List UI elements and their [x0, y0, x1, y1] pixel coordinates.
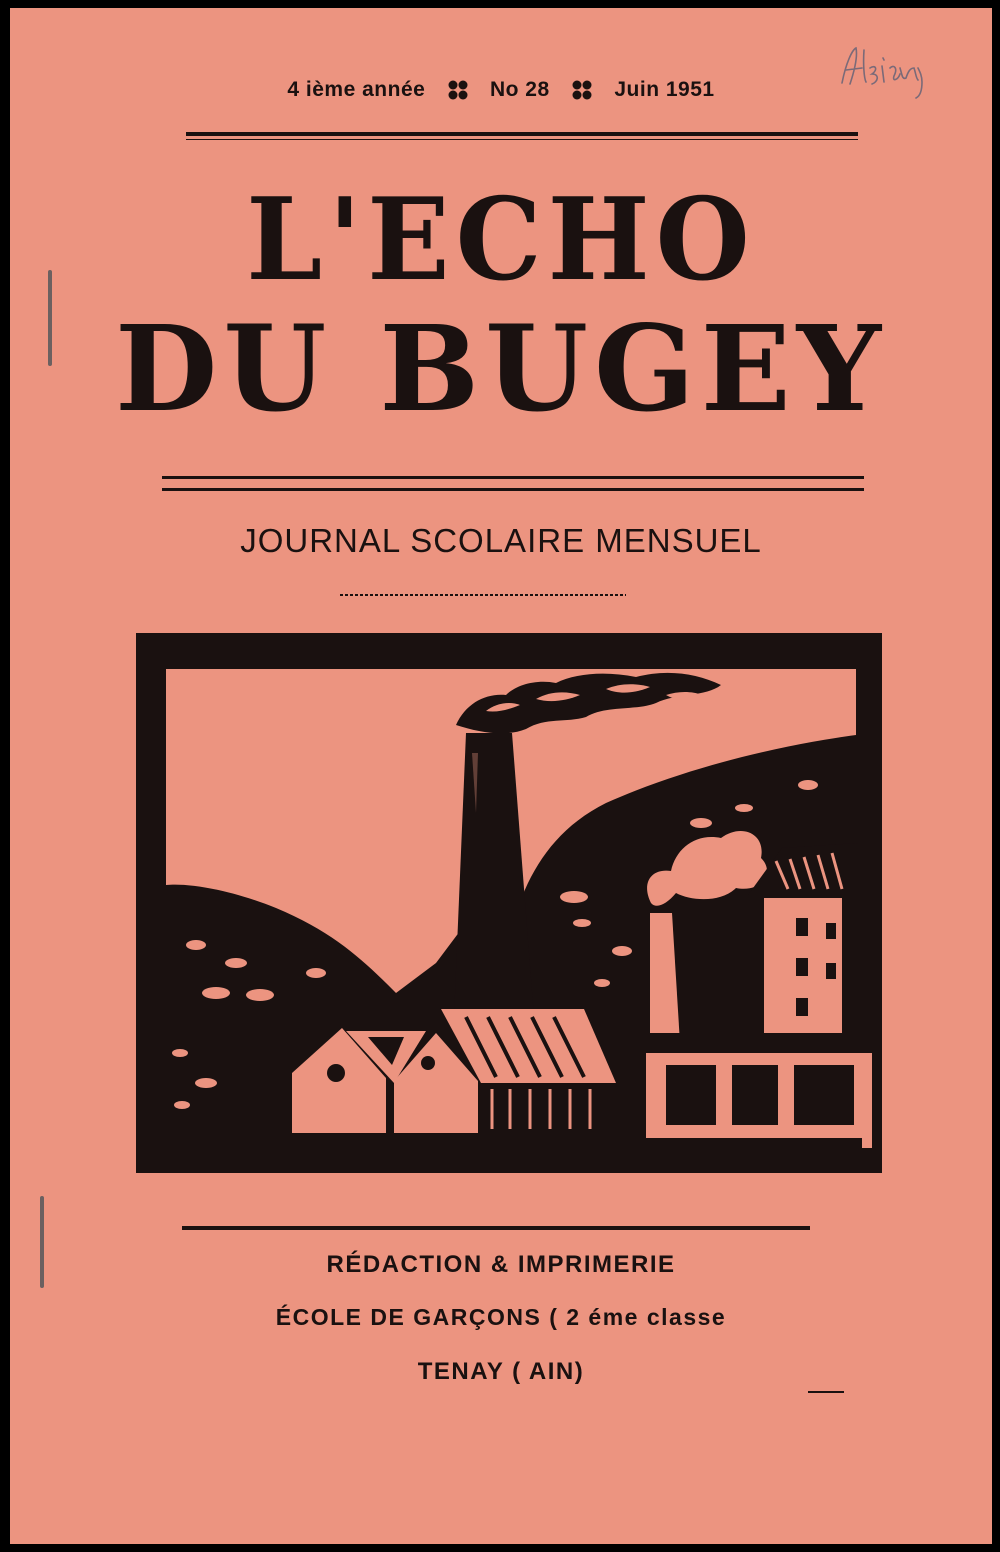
factory-shed-roof — [641, 1033, 876, 1053]
footer-line-3: TENAY ( AIN) — [417, 1358, 585, 1385]
quatrefoil-separator-icon — [570, 78, 594, 102]
magazine-cover — [10, 8, 992, 1544]
woodcut-ground — [156, 1138, 862, 1153]
title-line-2: DU BUGEY — [115, 299, 887, 438]
quatrefoil-separator-icon — [446, 78, 470, 102]
house-right-window — [421, 1056, 435, 1070]
house-left-window — [327, 1064, 345, 1082]
title-line-1: L'ECHO — [246, 173, 756, 307]
footer-rule — [182, 1226, 810, 1230]
footer-line-2: ÉCOLE DE GARÇONS ( 2 éme classe — [275, 1304, 727, 1330]
title-rule-bottom — [162, 488, 864, 491]
small-dash-mark — [808, 1391, 844, 1393]
issue-number: No 28 — [489, 78, 550, 101]
workshop-wall — [478, 1083, 616, 1133]
issue-line — [10, 78, 992, 102]
header-rule-thin — [186, 139, 858, 140]
issue-year: 4 ième année — [287, 78, 426, 101]
issue-date: Juin 1951 — [614, 78, 715, 101]
footer-line-1: RÉDACTION & IMPRIMERIE — [326, 1251, 676, 1278]
title-rule-top — [162, 476, 864, 479]
header-rule — [186, 132, 858, 136]
woodcut-factory-illustration — [136, 633, 882, 1173]
shed-openings — [666, 1065, 854, 1125]
subtitle-dotted-rule — [340, 594, 626, 596]
subtitle: JOURNAL SCOLAIRE MENSUEL — [240, 522, 762, 559]
